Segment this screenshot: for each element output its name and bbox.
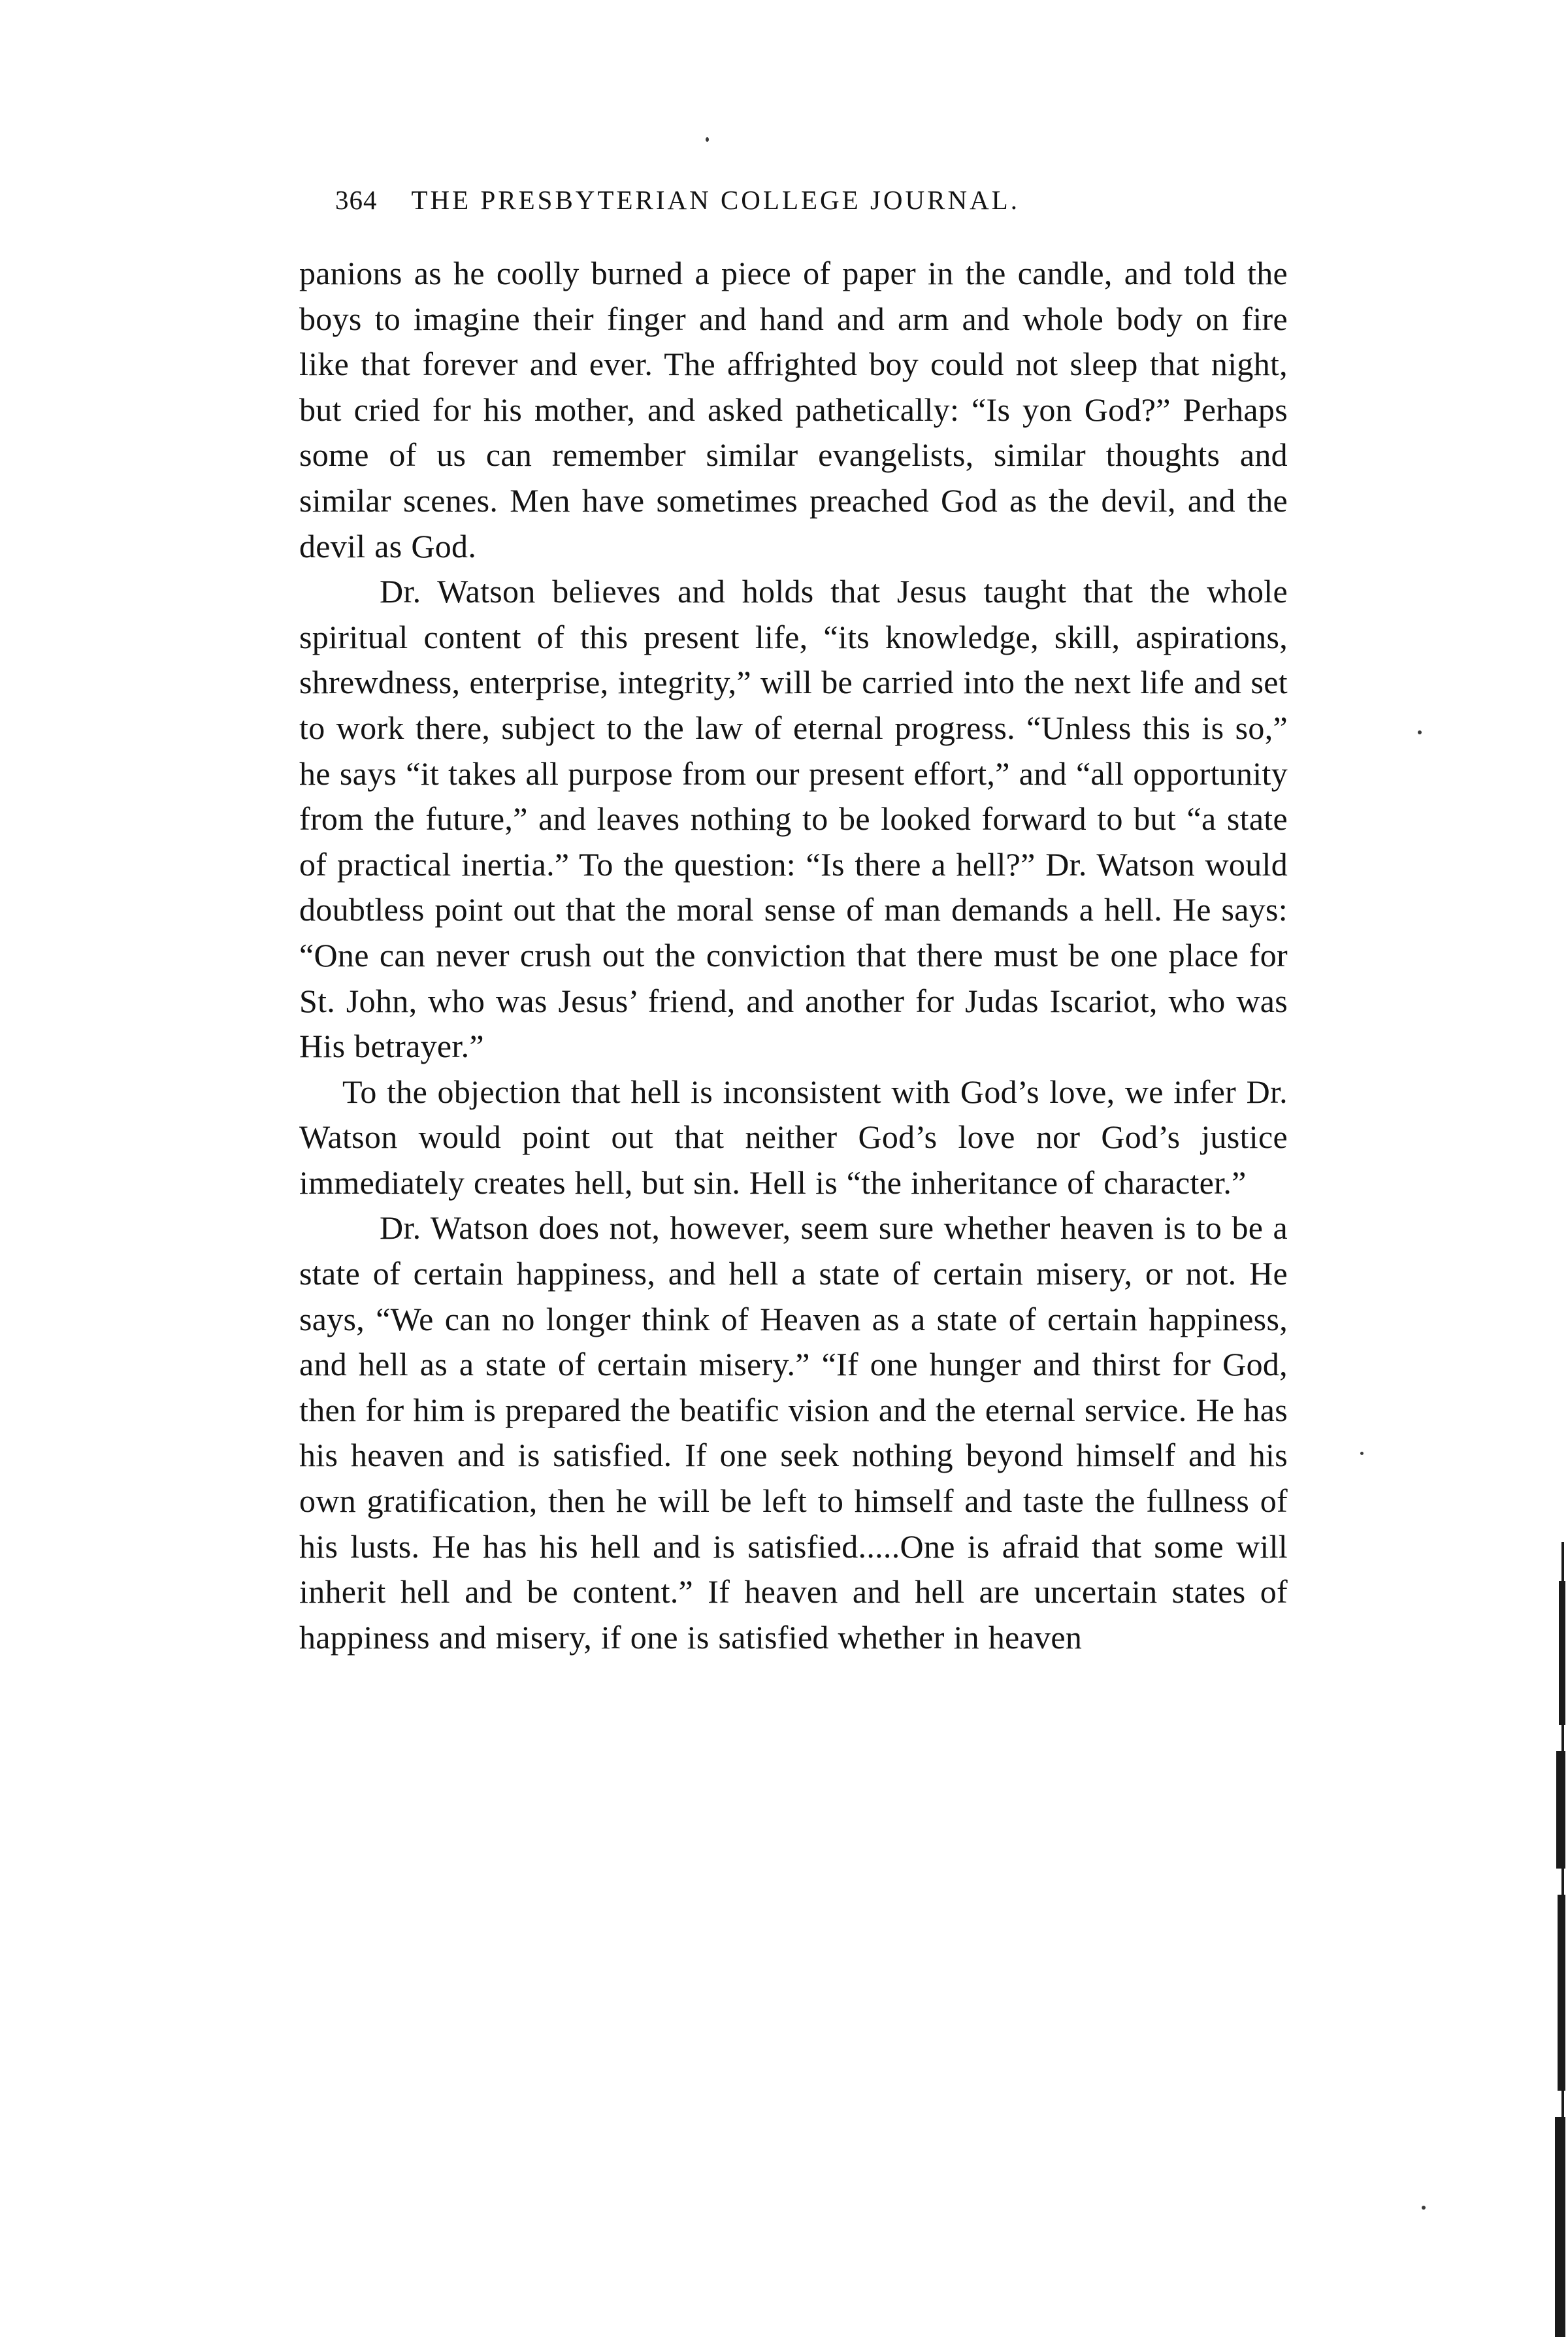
scan-speck bbox=[1422, 2206, 1426, 2210]
page-number: 364 bbox=[335, 185, 378, 215]
scan-speck bbox=[1418, 730, 1422, 734]
scanned-page-edge bbox=[1546, 1542, 1568, 2337]
paragraph-objection: To the objection that hell is inconsistent with God’s love, we infer Dr. Watson would point out that neither God’s love nor God’s justice immediately creates hell, but sin. Hell is “the inheritance of character.” bbox=[299, 1073, 1288, 1201]
paragraph-continuation: panions as he coolly burned a piece of paper in the candle, and told the boys to imagine their finger and hand and arm and whole body on fire like that forever and ever. The affrighted boy could not sleep that night, but cried for his mother, and asked pathetically: “Is yon God?” Perhaps some of us can remember similar evangelists, similar thoughts and similar scenes. Men have sometimes preached God as the devil, and the devil as God. bbox=[299, 255, 1288, 564]
paragraph-watson-beliefs: Dr. Watson believes and holds that Jesus taught that the whole spiritual content of this present life, “its knowledge, skill, aspirations, shrewdness, enterprise, integrity,” will be carried into the next life and set to work there, subject to the law of eternal progress. “Unless this is so,” he says “it takes all purpose from our present effort,” and “all opportunity from the future,” and leaves nothing to be looked forward to but “a state of practical inertia.” To the question: “Is there a hell?” Dr. Watson would doubtless point out that the moral sense of man demands a hell. He says: “One can never crush out the conviction that there must be one place for St. John, who was Jesus’ friend, and another for Judas Iscariot, who was His betrayer.” bbox=[299, 573, 1288, 1065]
paragraph-heaven-hell: Dr. Watson does not, however, seem sure whether heaven is to be a state of certain happiness, and hell a state of certain misery, or not. He says, “We can no longer think of Heaven as a state of certain happiness, and hell as a state of certain misery.” “If one hunger and thirst for God, then for him is prepared the beatific vision and the eternal service. He has his heaven and is satisfied. If one seek nothing beyond himself and his own gratification, then he will be left to himself and taste the fullness of his lusts. He has his hell and is satisfied.....One is afraid that some will inherit hell and be content.” If heaven and hell are uncertain states of happiness and misery, if one is satisfied whether in heaven bbox=[299, 1209, 1288, 1656]
body-text bbox=[299, 251, 1288, 1660]
page-header bbox=[335, 184, 1250, 223]
scan-speck bbox=[1360, 1452, 1364, 1455]
scan-speck bbox=[706, 137, 709, 142]
running-title: THE PRESBYTERIAN COLLEGE JOURNAL. bbox=[411, 185, 1020, 215]
